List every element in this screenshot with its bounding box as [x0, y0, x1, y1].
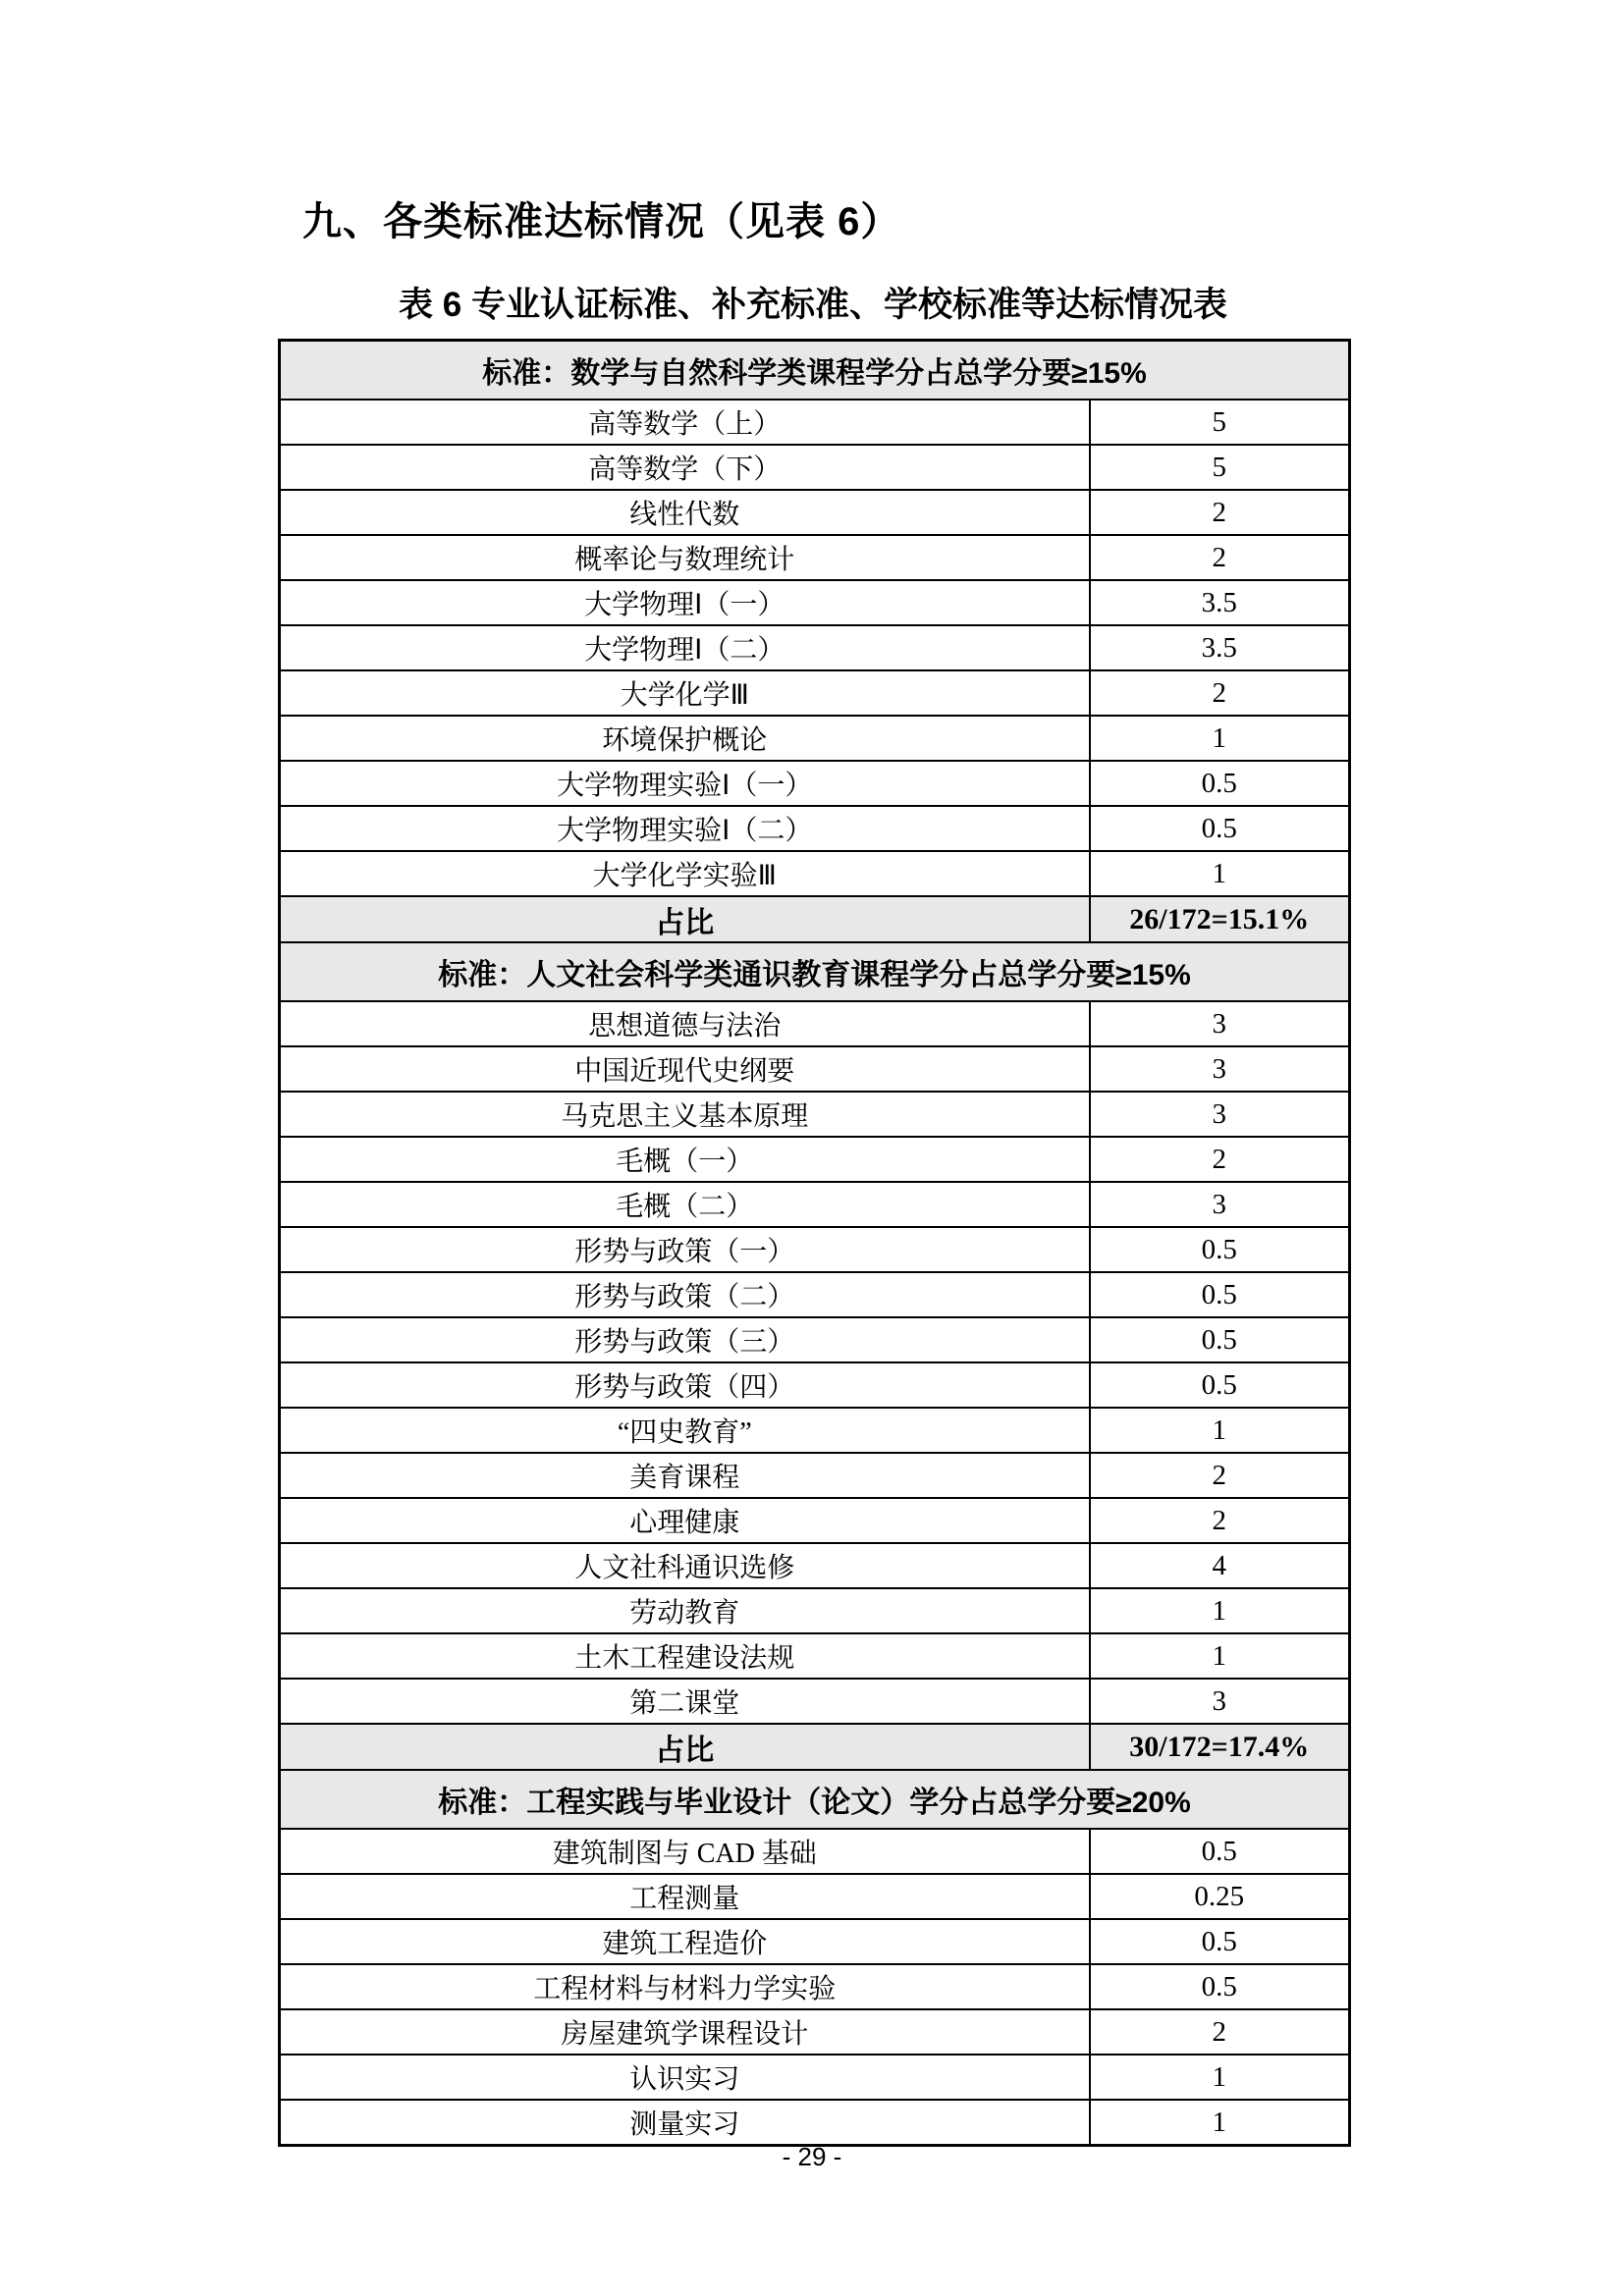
course-row	[280, 1498, 1350, 1543]
course-name: 毛概（二）	[280, 1182, 1090, 1227]
course-credit: 1	[1090, 1588, 1350, 1633]
course-name: 心理健康	[280, 1498, 1090, 1543]
course-name: 土木工程建设法规	[280, 1633, 1090, 1679]
page-number: - 29 -	[782, 2142, 842, 2171]
course-credit: 0.5	[1090, 1317, 1350, 1362]
course-credit: 5	[1090, 400, 1350, 445]
course-name: 建筑工程造价	[280, 1919, 1090, 1964]
course-credit: 2	[1090, 1498, 1350, 1543]
course-name: 大学化学Ⅲ	[280, 670, 1090, 716]
section-header: 标准：数学与自然科学类课程学分占总学分要≥15%	[280, 341, 1350, 400]
section-header-row	[280, 942, 1350, 1001]
course-name: 毛概（一）	[280, 1137, 1090, 1182]
course-name: 大学物理Ⅰ（二）	[280, 625, 1090, 670]
course-row	[280, 1272, 1350, 1317]
section-header: 标准：人文社会科学类通识教育课程学分占总学分要≥15%	[280, 942, 1350, 1001]
course-name: 大学物理实验Ⅰ（二）	[280, 806, 1090, 851]
course-row	[280, 670, 1350, 716]
course-name: “四史教育”	[280, 1408, 1090, 1453]
course-credit: 1	[1090, 1633, 1350, 1679]
table-title: 表 6 专业认证标准、补充标准、学校标准等达标情况表	[399, 286, 1227, 324]
course-credit: 2	[1090, 490, 1350, 535]
course-row	[280, 1919, 1350, 1964]
course-name: 劳动教育	[280, 1588, 1090, 1633]
course-row	[280, 1874, 1350, 1919]
course-credit: 0.5	[1090, 1919, 1350, 1964]
course-credit: 2	[1090, 535, 1350, 580]
standards-table	[278, 339, 1351, 2147]
course-credit: 2	[1090, 1137, 1350, 1182]
course-row	[280, 400, 1350, 445]
course-row	[280, 1137, 1350, 1182]
course-name: 认识实习	[280, 2055, 1090, 2100]
course-name: 第二课堂	[280, 1679, 1090, 1724]
course-row	[280, 761, 1350, 806]
course-row	[280, 806, 1350, 851]
course-credit: 0.5	[1090, 1964, 1350, 2009]
summary-row	[280, 1724, 1350, 1770]
course-row	[280, 1543, 1350, 1588]
course-credit: 0.5	[1090, 1829, 1350, 1874]
course-credit: 1	[1090, 851, 1350, 896]
course-credit: 1	[1090, 716, 1350, 761]
course-row	[280, 2055, 1350, 2100]
course-row	[280, 1046, 1350, 1092]
course-name: 高等数学（上）	[280, 400, 1090, 445]
course-row	[280, 535, 1350, 580]
course-name: 工程材料与材料力学实验	[280, 1964, 1090, 2009]
section-header-row	[280, 1770, 1350, 1829]
course-row	[280, 1182, 1350, 1227]
course-row	[280, 1408, 1350, 1453]
course-name: 形势与政策（二）	[280, 1272, 1090, 1317]
course-name: 大学物理实验Ⅰ（一）	[280, 761, 1090, 806]
course-row	[280, 1362, 1350, 1408]
summary-value: 26/172=15.1%	[1090, 896, 1350, 942]
course-name: 中国近现代史纲要	[280, 1046, 1090, 1092]
course-row	[280, 716, 1350, 761]
course-row	[280, 490, 1350, 535]
standards-table-body	[280, 341, 1350, 2146]
course-row	[280, 1633, 1350, 1679]
course-row	[280, 851, 1350, 896]
course-name: 工程测量	[280, 1874, 1090, 1919]
course-name: 大学化学实验Ⅲ	[280, 851, 1090, 896]
course-credit: 0.5	[1090, 1362, 1350, 1408]
course-credit: 3	[1090, 1092, 1350, 1137]
summary-value: 30/172=17.4%	[1090, 1724, 1350, 1770]
course-name: 概率论与数理统计	[280, 535, 1090, 580]
course-name: 形势与政策（一）	[280, 1227, 1090, 1272]
course-name: 环境保护概论	[280, 716, 1090, 761]
course-credit: 0.25	[1090, 1874, 1350, 1919]
course-row	[280, 1829, 1350, 1874]
course-credit: 1	[1090, 2055, 1350, 2100]
course-row	[280, 625, 1350, 670]
course-credit: 0.5	[1090, 1227, 1350, 1272]
course-credit: 2	[1090, 1453, 1350, 1498]
course-row	[280, 1001, 1350, 1046]
course-name: 思想道德与法治	[280, 1001, 1090, 1046]
summary-row	[280, 896, 1350, 942]
summary-label: 占比	[280, 896, 1090, 942]
course-name: 大学物理Ⅰ（一）	[280, 580, 1090, 625]
course-name: 美育课程	[280, 1453, 1090, 1498]
course-credit: 4	[1090, 1543, 1350, 1588]
course-credit: 3	[1090, 1679, 1350, 1724]
course-row	[280, 1317, 1350, 1362]
course-row	[280, 2100, 1350, 2146]
course-credit: 3.5	[1090, 580, 1350, 625]
course-name: 房屋建筑学课程设计	[280, 2009, 1090, 2055]
course-row	[280, 1453, 1350, 1498]
page-heading: 九、各类标准达标情况（见表 6）	[302, 200, 901, 243]
course-credit: 1	[1090, 2100, 1350, 2146]
course-row	[280, 1588, 1350, 1633]
course-credit: 3	[1090, 1182, 1350, 1227]
course-row	[280, 1964, 1350, 2009]
course-credit: 3.5	[1090, 625, 1350, 670]
course-credit: 2	[1090, 670, 1350, 716]
course-name: 建筑制图与 CAD 基础	[280, 1829, 1090, 1874]
course-credit: 3	[1090, 1001, 1350, 1046]
course-credit: 5	[1090, 445, 1350, 490]
summary-label: 占比	[280, 1724, 1090, 1770]
course-name: 形势与政策（四）	[280, 1362, 1090, 1408]
section-header: 标准：工程实践与毕业设计（论文）学分占总学分要≥20%	[280, 1770, 1350, 1829]
course-credit: 3	[1090, 1046, 1350, 1092]
course-credit: 0.5	[1090, 761, 1350, 806]
course-credit: 1	[1090, 1408, 1350, 1453]
course-credit: 2	[1090, 2009, 1350, 2055]
course-credit: 0.5	[1090, 806, 1350, 851]
course-name: 线性代数	[280, 490, 1090, 535]
course-name: 人文社科通识选修	[280, 1543, 1090, 1588]
course-row	[280, 1227, 1350, 1272]
course-row	[280, 1092, 1350, 1137]
course-name: 高等数学（下）	[280, 445, 1090, 490]
course-row	[280, 445, 1350, 490]
course-name: 马克思主义基本原理	[280, 1092, 1090, 1137]
course-row	[280, 1679, 1350, 1724]
course-credit: 0.5	[1090, 1272, 1350, 1317]
course-name: 形势与政策（三）	[280, 1317, 1090, 1362]
section-header-row	[280, 341, 1350, 400]
course-row	[280, 580, 1350, 625]
course-row	[280, 2009, 1350, 2055]
course-name: 测量实习	[280, 2100, 1090, 2146]
